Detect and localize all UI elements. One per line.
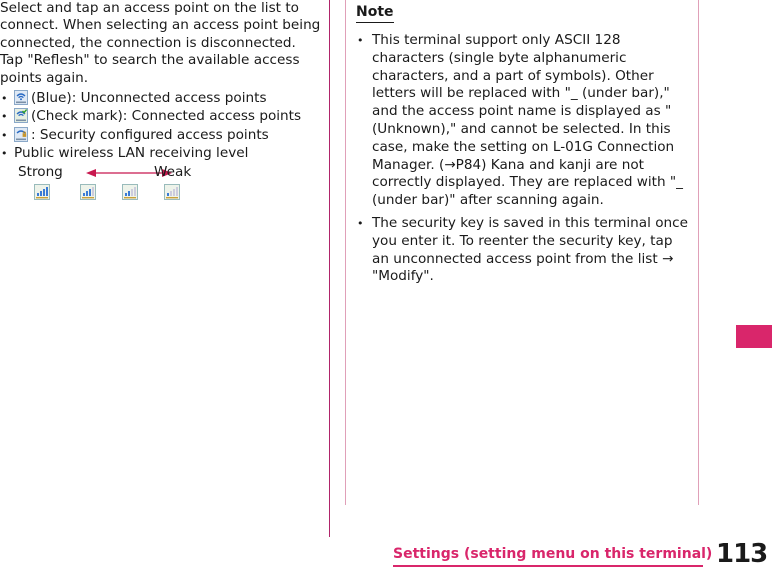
note-title: Note <box>356 4 394 23</box>
main-column <box>0 0 322 202</box>
legend-item-unconnected <box>0 90 322 107</box>
strong-label: Strong <box>18 163 63 180</box>
signal-level-2-icon <box>122 184 138 200</box>
weak-label: Weak <box>154 163 192 180</box>
signal-level-4-icon <box>34 184 50 200</box>
footer-underline <box>393 565 703 567</box>
signal-level-1-icon <box>164 184 180 200</box>
wifi-blue-icon <box>14 90 28 105</box>
legend-item-receiving-level <box>0 145 322 162</box>
wifi-lock-icon <box>14 127 28 142</box>
page-number: 113 <box>716 539 768 569</box>
legend-item-security <box>0 127 322 144</box>
note-list <box>354 32 690 291</box>
signal-level-3-icon <box>80 184 96 200</box>
note-item-security-key: • The security key is saved in this terminal once you enter it. To reenter the security key, tap an unconnected access point from the list → "Modify". <box>354 215 690 286</box>
legend-text-connected: (Check mark): Connected access points <box>31 108 302 125</box>
legend-item-connected <box>0 108 322 125</box>
intro-paragraph-2: Tap "Reflesh" to search the available access points again. <box>0 52 300 86</box>
signal-strength-scale <box>18 164 322 182</box>
signal-level-icons <box>34 182 322 202</box>
legend-text-receiving-level: Public wireless LAN receiving level <box>14 145 249 162</box>
note-item-ascii: • This terminal support only ASCII 128 characters (single byte alphanumeric characters, and a part of symbols). Other letters will be replaced with "_ (under bar)," and the access point name is displayed as "(Unknown)," and cannot be selected. In this case, make the setting on L-01G Connection Manager. (→P84) Kana and kanji are not correctly displayed. They are replaced with "_ (under bar)" after scanning again. <box>354 32 690 210</box>
icon-legend-list <box>0 90 322 163</box>
intro-paragraph-1: Select and tap an access point on the list to connect. When selecting an access point being connected, the connection is disconnected. <box>0 0 321 51</box>
footer-section-title: Settings (setting menu on this terminal) <box>393 546 713 562</box>
legend-text-security: : Security configured access points <box>31 126 269 143</box>
legend-text-unconnected: (Blue): Unconnected access points <box>31 90 267 107</box>
wifi-check-icon <box>14 108 28 123</box>
note-box <box>345 0 699 505</box>
column-divider <box>329 0 330 537</box>
chapter-tab <box>736 325 772 348</box>
